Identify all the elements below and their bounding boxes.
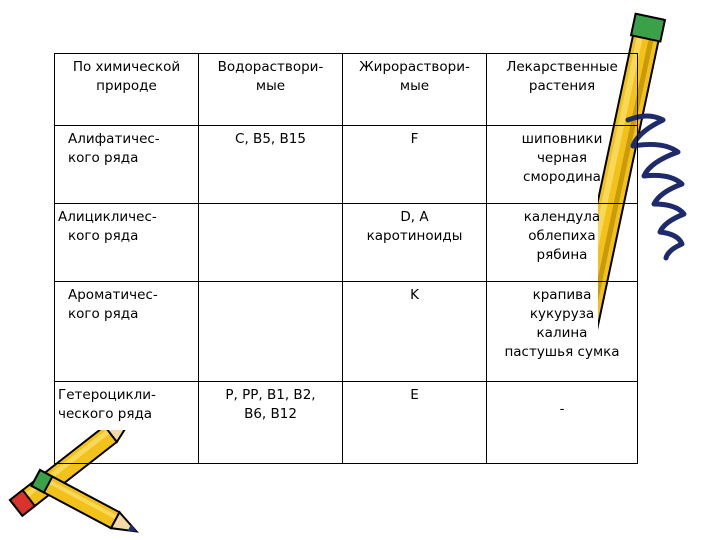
row-category: Ароматичес- кого ряда	[55, 282, 199, 382]
row-category: Алицикличес- кого ряда	[55, 204, 199, 282]
header-medicinal-plants: Лекарственные растения	[487, 54, 638, 126]
header-chemical-nature: По химической природе	[55, 54, 199, 126]
table-row	[55, 204, 638, 282]
row-fat-soluble: K	[343, 282, 487, 382]
table-row	[55, 282, 638, 382]
table-row	[55, 382, 638, 464]
row-water-soluble	[199, 204, 343, 282]
row-fat-soluble: E	[343, 382, 487, 464]
vitamin-classification-table	[54, 53, 638, 464]
table-header-row	[55, 54, 638, 126]
row-water-soluble	[199, 282, 343, 382]
row-plants: календула облепиха рябина	[487, 204, 638, 282]
row-water-soluble: С, В5, В15	[199, 126, 343, 204]
row-plants: -	[487, 382, 638, 464]
row-plants: крапива кукуруза калина пастушья сумка	[487, 282, 638, 382]
row-plants: шиповники черная смородина	[487, 126, 638, 204]
row-water-soluble: Р, РР, В1, В2, В6, В12	[199, 382, 343, 464]
row-category: Гетероцикли- ческого ряда	[55, 382, 199, 464]
header-water-soluble: Водораствори- мые	[199, 54, 343, 126]
header-fat-soluble: Жирораствори- мые	[343, 54, 487, 126]
row-fat-soluble: F	[343, 126, 487, 204]
table-row	[55, 126, 638, 204]
row-fat-soluble: D, A каротиноиды	[343, 204, 487, 282]
row-category: Алифатичес- кого ряда	[55, 126, 199, 204]
